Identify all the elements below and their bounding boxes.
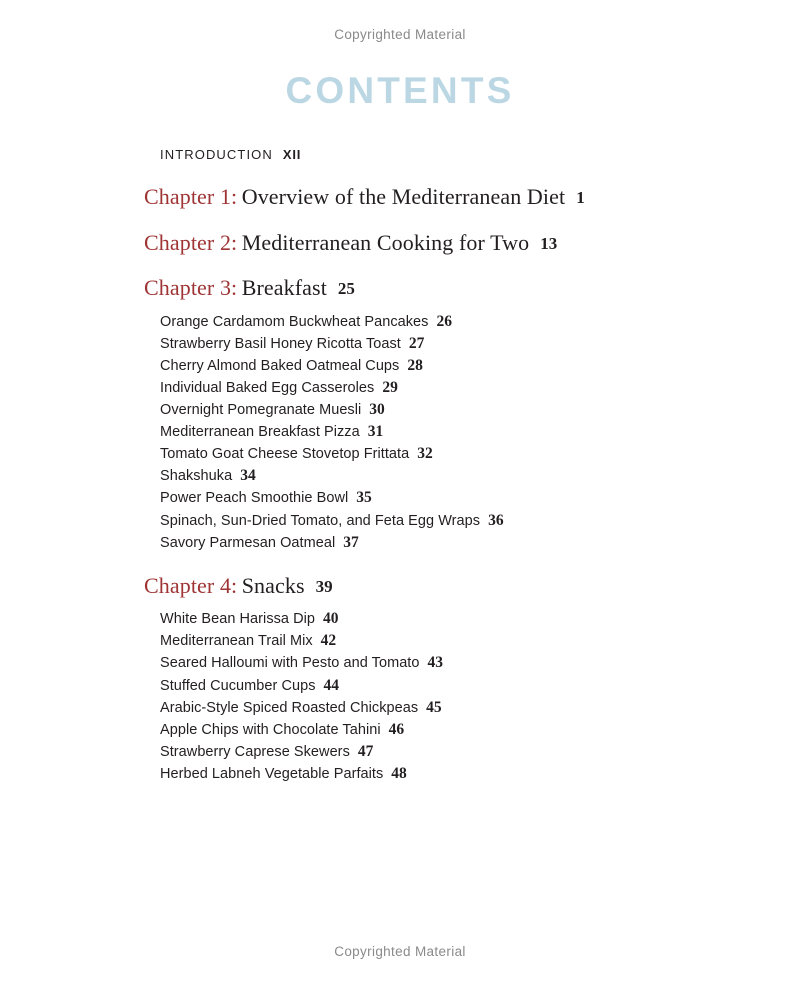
toc-entry-chapter[interactable] [144,572,674,600]
toc-entry-introduction[interactable] [160,145,674,164]
recipe-title: Strawberry Basil Honey Ricotta Toast [160,335,401,352]
toc-entry-recipe[interactable] [160,355,674,377]
chapter-block [144,183,674,211]
recipe-title: Mediterranean Breakfast Pizza [160,424,360,441]
recipe-title: Strawberry Caprese Skewers [160,743,350,760]
chapter-title: Breakfast [241,275,327,301]
toc-entry-recipe[interactable] [160,697,674,719]
toc-entry-recipe[interactable] [160,377,674,399]
chapter-title: Snacks [241,572,305,598]
toc-entry-recipe[interactable] [160,399,674,421]
table-of-contents [144,140,674,785]
recipe-title: Arabic-Style Spiced Roasted Chickpeas [160,699,419,716]
recipe-page-number: 43 [427,654,444,672]
page-title: CONTENTS [285,70,515,111]
toc-entry-recipe[interactable] [160,675,674,697]
recipe-title: Tomato Goat Cheese Stovetop Frittata [160,446,410,463]
recipe-title: Savory Parmesan Oatmeal [160,534,336,551]
recipe-title: Spinach, Sun-Dried Tomato, and Feta Egg Wraps [160,512,481,529]
toc-entry-recipe[interactable] [160,763,674,785]
chapter-list [144,183,674,785]
recipe-page-number: 35 [356,489,372,507]
chapter-label: Chapter 3: [144,275,238,301]
toc-entry-recipe[interactable] [160,443,674,465]
recipe-page-number: 26 [436,312,452,330]
recipe-title: Power Peach Smoothie Bowl [160,490,349,507]
chapter-page-number: 25 [337,279,355,299]
toc-entry-recipe[interactable] [160,487,674,509]
toc-entry-recipe[interactable] [160,465,674,487]
recipe-page-number: 48 [391,764,407,782]
recipe-title: Apple Chips with Chocolate Tahini [160,721,381,738]
toc-entry-chapter[interactable] [144,183,674,211]
toc-entry-recipe[interactable] [160,333,674,355]
chapter-block [144,274,674,554]
chapter-block [144,229,674,257]
introduction-page-number: XII [282,147,302,162]
recipe-page-number: 30 [369,401,385,419]
toc-entry-recipe[interactable] [160,719,674,741]
recipe-page-number: 46 [388,720,405,738]
recipe-title: Stuffed Cucumber Cups [160,677,316,694]
recipe-page-number: 28 [407,356,423,374]
recipe-title: Mediterranean Trail Mix [160,633,313,650]
toc-entry-recipe[interactable] [160,741,674,763]
recipe-title: Overnight Pomegranate Muesli [160,402,362,419]
recipe-title: Herbed Labneh Vegetable Parfaits [160,765,384,782]
chapter-page-number: 39 [315,576,333,596]
recipe-page-number: 44 [323,676,340,694]
toc-entry-chapter[interactable] [144,229,674,257]
toc-entry-chapter[interactable] [144,274,674,302]
toc-entry-recipe[interactable] [160,532,674,554]
chapter-label: Chapter 1: [144,184,238,210]
recipe-page-number: 31 [367,423,384,441]
recipe-page-number: 27 [408,334,425,352]
chapter-page-number: 13 [540,233,558,253]
recipe-page-number: 29 [382,378,398,396]
recipe-page-number: 32 [417,445,433,463]
toc-entry-recipe[interactable] [160,311,674,333]
recipe-page-number: 47 [357,742,374,760]
recipe-page-number: 36 [488,511,504,529]
recipe-page-number: 37 [343,533,359,551]
recipe-title: Orange Cardamom Buckwheat Pancakes [160,313,429,330]
recipe-list [144,608,674,785]
toc-entry-recipe[interactable] [160,510,674,532]
copyright-watermark-bottom: Copyrighted Material [334,944,466,959]
chapter-block [144,572,674,785]
chapter-page-number: 1 [576,188,585,208]
recipe-page-number: 40 [323,610,339,628]
toc-entry-recipe[interactable] [160,652,674,674]
recipe-title: Seared Halloumi with Pesto and Tomato [160,655,420,672]
chapter-label: Chapter 2: [144,229,238,255]
chapter-title: Overview of the Mediterranean Diet [241,184,566,210]
introduction-label: INTRODUCTION [160,147,273,162]
recipe-title: Cherry Almond Baked Oatmeal Cups [160,357,400,374]
recipe-title: Shakshuka [160,468,233,485]
toc-entry-recipe[interactable] [160,630,674,652]
chapter-label: Chapter 4: [144,572,238,598]
recipe-page-number: 34 [240,467,256,485]
recipe-list [144,311,674,554]
recipe-page-number: 45 [426,698,442,716]
recipe-title: Individual Baked Egg Casseroles [160,379,375,396]
copyright-watermark-top: Copyrighted Material [334,27,466,42]
toc-entry-recipe[interactable] [160,608,674,630]
recipe-title: White Bean Harissa Dip [160,611,316,628]
chapter-title: Mediterranean Cooking for Two [241,229,530,255]
toc-entry-recipe[interactable] [160,421,674,443]
recipe-page-number: 42 [320,632,337,650]
